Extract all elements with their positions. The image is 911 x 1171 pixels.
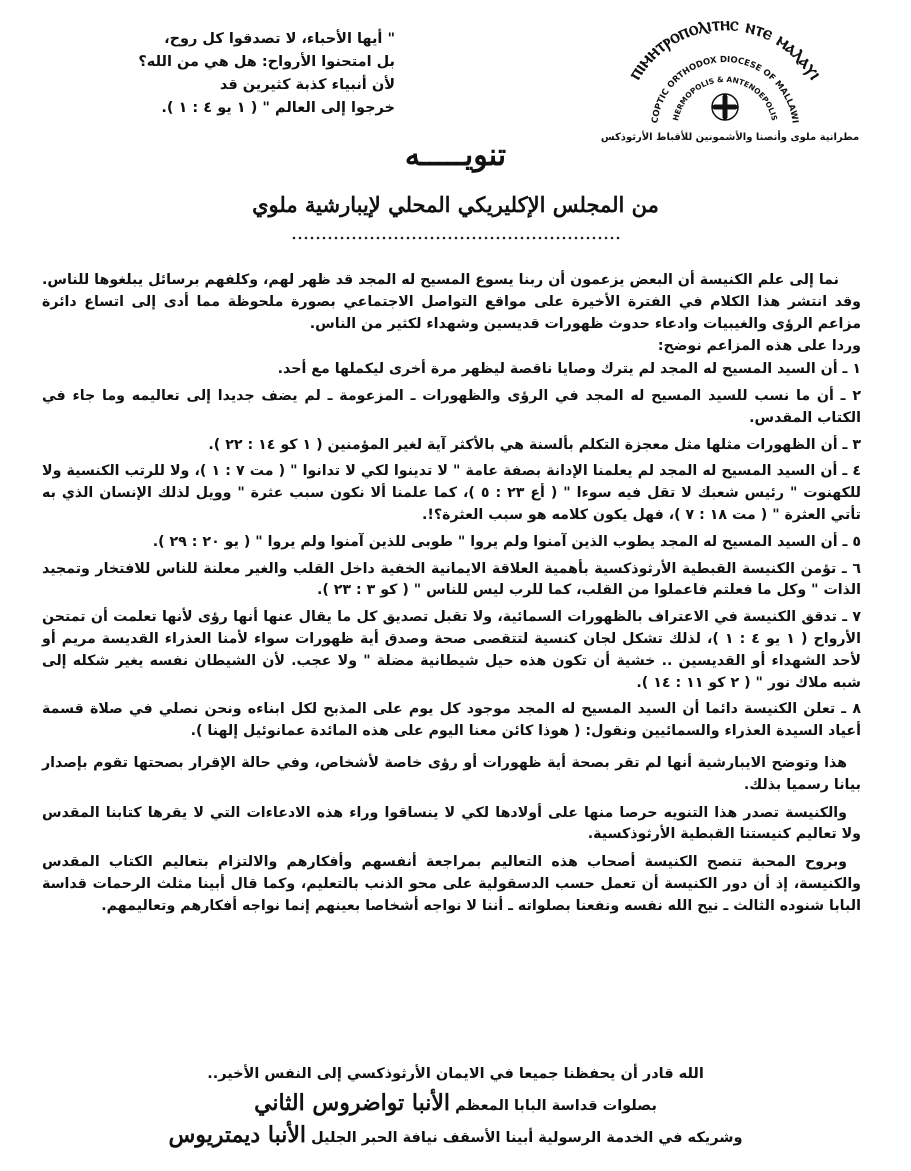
- numbered-item: ١ ـ أن السيد المسيح له المجد لم يترك وصايا ناقصة ليظهر مرة أخرى ليكملها مع أحد.: [277, 361, 861, 378]
- lead-line: وردا على هذه المزاعم نوضح:: [657, 338, 861, 355]
- diocese-seal-icon: [595, 12, 855, 137]
- numbered-item: ٦ ـ تؤمن الكنيسة القبطية الأرثوذكسية بأهمية العلاقة الايمانية الخفية داخل القلب والغير معلنة للناس للافتخار وتمجيد الذات " وكل ما فعلتم فاعملوا من القلب، كما للرب ليس للناس " ( كو ٣ : ٢٣ ).: [42, 560, 861, 599]
- numbered-item: ٢ ـ أن ما نسب للسيد المسيح له المجد في الرؤى والظهورات ـ المزعومة ـ لم يضف جديدا إلى تعاليمه وما جاء في الكتاب المقدس.: [42, 387, 861, 426]
- svg-text:ⲡⲓⲙⲏⲧⲣⲟⲡⲟⲗⲓⲧⲏⲥ ⲛⲧⲉ ⲙⲁⲗⲁⲩⲓ: [623, 13, 826, 84]
- verse-line: بل امتحنوا الأرواح: هل هي من الله؟: [138, 54, 395, 70]
- document-title: تنويـــــه: [404, 138, 507, 173]
- seal-cross-icon: [712, 94, 738, 120]
- numbered-item: ٥ ـ أن السيد المسيح له المجد يطوب الذين آمنوا ولم يروا " طوبى للذين آمنوا ولم يروا " ( يو ٢٠ : ٢٩ ).: [152, 533, 861, 550]
- bishop-name: الأنبا ديمتريوس: [168, 1122, 307, 1148]
- intro-paragraph: نما إلى علم الكنيسة أن البعض يزعمون أن ربنا يسوع المسيح له المجد قد ظهر لهم، وكلفهم برسائل يبلغوها للناس. وقد انتشر هذا الكلام في الفترة الأخيرة على مواقع التواصل الاجتماعي بصورة ملحوظة مما أدى إلى اتساع دائرة مزاعم الرؤى والغيبيات وادعاء حدوث ظهورات قديسين وشهداء لكثير من الناس.: [42, 272, 861, 332]
- verse-line: خرجوا إلى العالم " ( ١ يو ٤ : ١ ).: [161, 100, 395, 116]
- signature-block: [60, 1066, 851, 1148]
- numbered-item: ٤ ـ أن السيد المسيح له المجد لم يعلمنا الإدانة بصفة عامة " لا تدينوا لكي لا تدانوا " ( مت ٧ : ١ )، ولا للرتب الكنسية ولا للكهنوت " رئيس شعبك لا تقل فيه سوءا " ( أع ٢٣ : ٥ )، كما علمنا ألا نكون سبب عثرة " وويل لذلك الإنسان الذي به تأتي العثرة " ( مت ١٨ : ٧ )، فهل يكون كلامه هو سبب العثرة؟!.: [42, 463, 861, 523]
- verse-line: " أيها الأحباء، لا تصدقوا كل روح،: [164, 31, 395, 47]
- seal-coptic-text: ⲡⲓⲙⲏⲧⲣⲟⲡⲟⲗⲓⲧⲏⲥ ⲛⲧⲉ ⲙⲁⲗⲁⲩⲓ: [623, 12, 827, 84]
- closing-paragraph: والكنيسة تصدر هذا التنويه حرصا منها على أولادها لكي لا ينساقوا وراء هذه الادعاءات التي لا يقرها كتابنا المقدس ولا تعاليم كنيستنا القبطية الأرثوذكسية.: [42, 804, 861, 843]
- bishop-line: [60, 1122, 851, 1148]
- numbered-item: ٧ ـ تدقق الكنيسة في الاعتراف بالظهورات السمائية، ولا تقبل تصديق كل ما يقال عنها أنها رؤى لأنها تعلمت أن تمتحن الأرواح ( ١ يو ٤ : ١ )، لذلك تشكل لجان كنسية لتتقصى صحة وصدق أية ظهورات سواء لأمنا العذراء القديسة مريم أو لأحد الشهداء أو القديسين .. خشية أن تكون هذه حيل شيطانية مضلة " ولا عجب. لأن الشيطان نفسه يغير شكله إلى شبه ملاك نور " ( ٢ كو ١١ : ١٤ ).: [42, 609, 861, 691]
- closing-paragraph: وبروح المحبة تنصح الكنيسة أصحاب هذه التعاليم بمراجعة أنفسهم وأفكارهم والالتزام بتعاليم الكتاب المقدس والكنيسة، إذ أن دور الكنيسة أن تعمل حسب الدسقولية على محو الذنب بالتعليم، وكما قال أبينا مثلث الرحمات قداسة البابا شنوده الثالث ـ نيح الله نفسه ونفعنا بصلواته ـ أننا لا نواجه أشخاصا بعينهم إنما نواجه أفكارهم وتعاليمهم.: [42, 854, 861, 914]
- pope-line-prefix: بصلوات قداسة البابا المعظم: [455, 1098, 657, 1114]
- bishop-line-prefix: وشريكه في الخدمة الرسولية أبينا الأسقف نيافة الحبر الجليل: [311, 1130, 743, 1146]
- closing-paragraph: هذا وتوضح الايبارشية أنها لم تقر بصحة أية ظهورات أو رؤى خاصة لأشخاص، وفي حالة الإقرار بصحتها تقوم بإصدار بيانا رسميا بذلك.: [42, 754, 861, 793]
- numbered-item: ٣ ـ أن الظهورات مثلها مثل معجزة التكلم بألسنة هي بالأكثر آية لغير المؤمنين ( ١ كو ١٤ : ٢٢ ).: [208, 436, 861, 453]
- dotted-divider: [291, 236, 621, 240]
- document-body: [42, 270, 861, 919]
- blessing-line: الله قادر أن يحفظنا جميعا في الايمان الأرثوذكسي إلى النفس الأخير..: [207, 1066, 704, 1082]
- numbered-item: ٨ ـ تعلن الكنيسة دائما أن السيد المسيح له المجد موجود كل يوم على المذبح لكل ابناءه ونحن نصلي في صلاة قسمة أعياد السيدة العذراء والسمائيين ونقول: ( هوذا كائن معنا اليوم على هذه المائدة عمانوئيل إلهنا ).: [42, 701, 861, 740]
- document-subtitle: من المجلس الإكليريكي المحلي لإيبارشية ملوي: [252, 192, 659, 217]
- seal-english-text-2: HERMOPOLIS & ANTENOEPOLIS: [670, 74, 780, 122]
- seal-english-text-1: COPTIC ORTHODOX DIOCESE OF MALLAWI: [650, 54, 800, 124]
- epigraph-verse: [65, 28, 395, 120]
- pope-name: الأنبا تواضروس الثاني: [254, 1090, 451, 1116]
- verse-line: لأن أنبياء كذبة كثيرين قد: [219, 77, 395, 93]
- seal-caption: مطرانية ملوى وأنصنا والأشمونين للأقباط الأرثوذكس: [600, 132, 860, 143]
- pope-line: [60, 1090, 851, 1116]
